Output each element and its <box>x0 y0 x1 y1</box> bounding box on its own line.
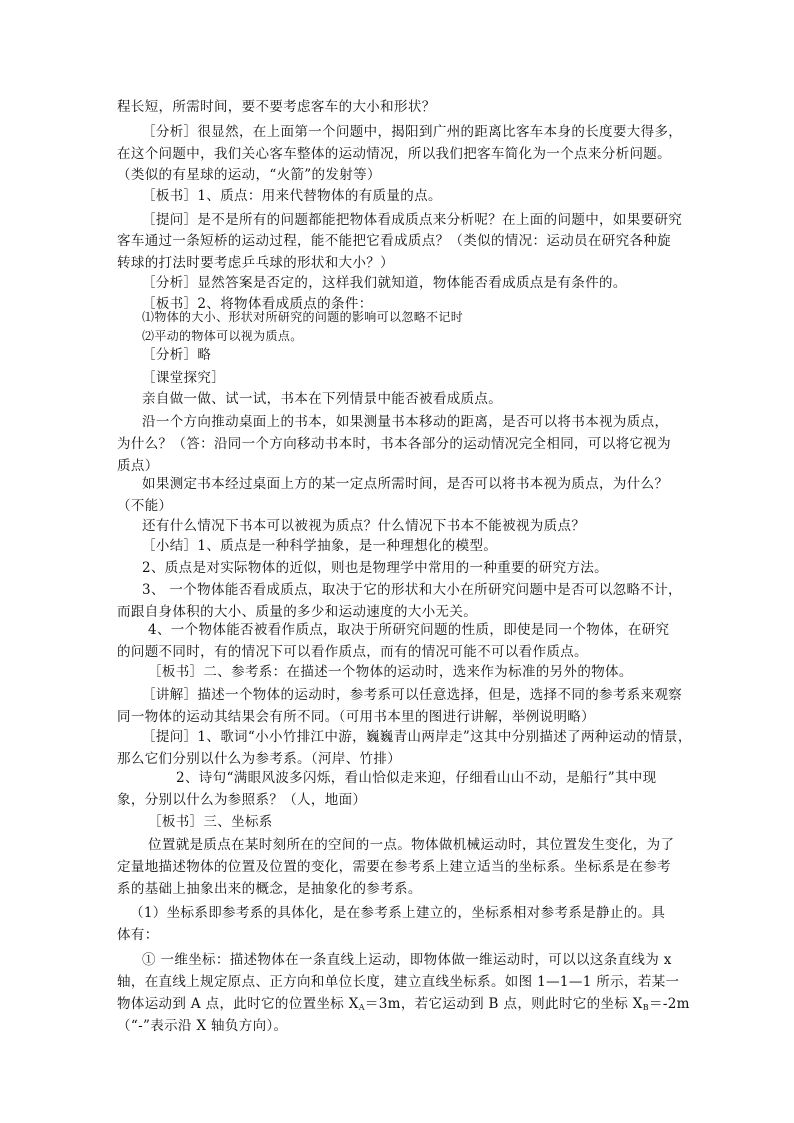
text-line: 体有： <box>117 927 159 943</box>
text-line: 如果测定书本经过桌面上方的某一定点所需时间，是否可以将书本视为质点，为什么？ <box>142 476 669 492</box>
text-line: 在这个问题中，我们关心客车整体的运动情况，所以我们把客车简化为一个点来分析问题。 <box>117 146 671 162</box>
subscript-b: B <box>642 1003 649 1012</box>
text-line: ［板书］三、坐标系 <box>148 814 273 830</box>
text-line: 系的基础上抽象出来的概念，是抽象化的参考系。 <box>117 881 422 897</box>
text-line: 2、诗句“满眼风波多闪烁，看山恰似走来迎，仔细看山山不动，是船行”其中现 <box>176 770 657 786</box>
text-line: （类似的有星球的运动，“火箭”的发射等） <box>117 167 381 183</box>
text-line: 那么它们分别以什么为参考系。（河岸、竹排） <box>117 751 402 767</box>
text-line: 轴，在直线上规定原点、正方向和单位长度，建立直线坐标系。如图 1—1—1 所示，若某一 <box>117 974 680 990</box>
text-line: 3、 一个物体能否看成质点，取决于它的形状和大小在所研究问题中是否可以忽略不计， <box>142 582 682 598</box>
text-line: ［小结］1、质点是一种科学抽象，是一种理想化的模型。 <box>142 538 498 554</box>
text-line: 质点） <box>117 458 159 474</box>
text-line: 定量地描述物体的位置及位置的变化，需要在参考系上建立适当的坐标系。坐标系是在参考 <box>117 859 671 875</box>
text-line: 客车通过一条短桥的运动过程，能不能把它看成质点？（类似的情况：运动员在研究各种旋 <box>117 233 671 249</box>
text-line: 而跟自身体积的大小、质量的多少和运动速度的大小无关。 <box>117 604 478 620</box>
text-line: ［讲解］描述一个物体的运动时，参考系可以任意选择，但是，选择不同的参考系来观察 <box>142 687 683 703</box>
text-line: ⑴物体的大小、形状对所研究的问题的影响可以忽略不记时 <box>142 310 464 324</box>
text-line: （不能） <box>117 498 173 514</box>
text-line: ［提问］是不是所有的问题都能把物体看成质点来分析呢？在上面的问题中，如果要研究 <box>142 212 683 228</box>
text-line: 位置就是质点在某时刻所在的空间的一点。物体做机械运动时，其位置发生变化，为了 <box>148 837 675 853</box>
text-line: 象，分别以什么为参照系？（人，地面） <box>117 792 367 808</box>
text-line: ［分析］显然答案是否定的，这样我们就知道，物体能否看成质点是有条件的。 <box>142 275 627 291</box>
text-line: （“-”表示沿 X 轴负方向）。 <box>117 1018 288 1034</box>
text-line: ［提问］1、歌词“小小竹排江中游，巍巍青山两岸走”这其中分别描述了两种运动的情景， <box>142 729 692 745</box>
text-line <box>117 994 690 1018</box>
text-segment: 物体运动到 A 点，此时它的位置坐标 X <box>117 996 359 1012</box>
text-line: （1）坐标系即参考系的具体化，是在参考系上建立的，坐标系相对参考系是静止的。具 <box>130 905 666 921</box>
text-line: 亲自做一做、试一试，书本在下列情景中能否被看成质点。 <box>142 391 503 407</box>
text-line: ［分析］略 <box>142 347 212 363</box>
text-segment: ＝-2m <box>648 996 690 1012</box>
text-line: 4、一个物体能否被看作质点，取决于所研究问题的性质，即使是同一个物体，在研究 <box>148 622 670 638</box>
text-line: 的问题不同时，有的情况下可以看作质点，而有的情况可能不可以看作质点。 <box>117 644 588 660</box>
text-line: 为什么？（答：沿同一个方向移动书本时，书本各部分的运动情况完全相同，可以将它视为 <box>117 436 671 452</box>
text-line: ① 一维坐标：描述物体在一条直线上运动，即物体做一维运动时，可以以这条直线为 x <box>142 952 672 968</box>
text-line: ［课堂探究］ <box>142 370 226 386</box>
text-line: 程长短，所需时间，要不要考虑客车的大小和形状？ <box>117 99 436 115</box>
text-line: 沿一个方向推动桌面上的书本，如果测量书本移动的距离，是否可以将书本视为质点， <box>142 414 669 430</box>
text-segment: ＝3m，若它运动到 B 点，则此时它的坐标 X <box>364 996 643 1012</box>
text-line: 还有什么情况下书本可以被视为质点？什么情况下书本不能被视为质点？ <box>142 518 586 534</box>
text-line: 转球的打法时要考虑乒乓球的形状和大小？） <box>117 255 394 271</box>
text-line: 2、质点是对实际物体的近似，则也是物理学中常用的一种重要的研究方法。 <box>142 560 608 576</box>
text-line: ［板书］2、将物体看成质点的条件： <box>142 296 373 312</box>
subscript-a: A <box>358 1003 365 1012</box>
text-line: ［板书］二、参考系：在描述一个物体的运动时，选来作为标准的另外的物体。 <box>148 664 633 680</box>
text-line: ⑵平动的物体可以视为质点。 <box>142 329 303 343</box>
text-line: 同一物体的运动其结果会有所不同。（可用书本里的图进行讲解，举例说明略） <box>117 709 595 725</box>
text-line: ［板书］1、质点：用来代替物体的有质量的点。 <box>142 188 442 204</box>
text-line: ［分析］很显然，在上面第一个问题中，揭阳到广州的距离比客车本身的长度要大得多， <box>142 124 683 140</box>
